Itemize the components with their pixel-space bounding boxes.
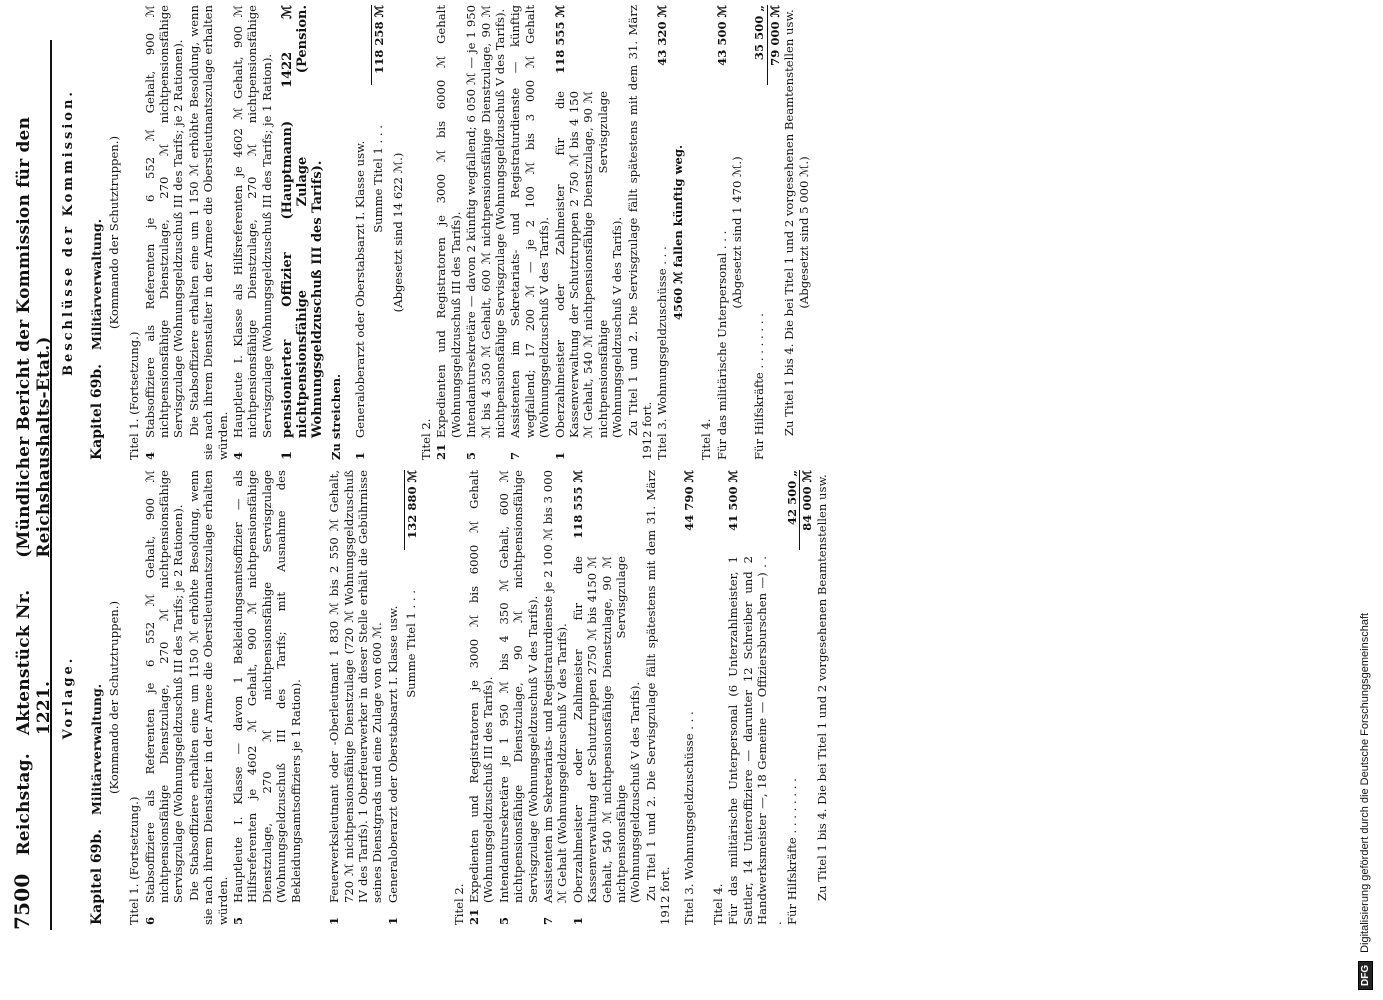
document-title: (Mündlicher Bericht der Kommission für den Reichshaushalts-Etat.) <box>14 116 54 558</box>
titel-3-note: 4560 ℳ fallen künftig weg. <box>670 144 685 321</box>
entry-count: 5 <box>231 916 246 925</box>
dfg-logo: DFG <box>1358 961 1373 990</box>
chapter-line <box>90 5 104 460</box>
strike-note: Zu streichen. <box>329 373 344 460</box>
paragraph: Zu Titel 1 und 2. Die Servisgzulage fällt spätestens mit dem 31. März 1912 fort. <box>625 5 654 460</box>
entry-amount: 43 500 ℳ <box>714 5 729 66</box>
entry-text: Assistenten im Sekretariats- und Registraturdienste — künftig wegfallend; 17 200 ℳ — je 2 100 ℳ bis 3 000 ℳ Gehalt (Wohnungsgeldzuschuß V des Tarifs). <box>508 5 552 438</box>
entry-count: 6 <box>142 916 157 925</box>
entry-count: 1 <box>352 451 367 460</box>
entry-count: 5 <box>464 451 479 460</box>
entry-text: Expedienten und Registratoren je 3000 ℳ bis 6000 ℳ Gehalt (Wohnungsgeldzuschuß III des Tarifs). <box>434 5 463 438</box>
entry-text: Expedienten und Registratoren je 3000 ℳ bis 6000 ℳ Gehalt (Wohnungsgeldzuschuß III des Tarifs). <box>466 470 496 903</box>
titel-heading: Titel 2. <box>451 883 466 925</box>
list-item <box>553 5 625 460</box>
entry-amount: 35 500 „ <box>752 5 767 61</box>
list-item <box>726 470 784 925</box>
entry-amount: 41 500 ℳ <box>726 470 741 531</box>
entry-count: 1 <box>280 450 296 460</box>
column-heading: Beschlüsse der Kommission. <box>61 89 76 376</box>
entry-count: 1 <box>570 916 585 925</box>
column-beschluesse <box>60 5 1290 460</box>
entry-count: 7 <box>540 916 555 925</box>
column-vorlage <box>60 470 1290 925</box>
department-name: Militärverwaltung. <box>89 683 105 815</box>
entry-count: 5 <box>496 916 511 925</box>
entry-text: Hauptleute I. Klasse — davon 1 Bekleidungsamtsoffizier — als Hilfsreferenten je 4602 ℳ Gehalt, 900 ℳ nichtpensionsfähige Dienstzulage, 270 ℳ nichtpensionsfähige Servisgzulage (Wohnungsgeldzuschuß III des Tarifs; mit Ausnahme des Bekleidungsamtsoffiziers je 1 Ration). <box>231 470 303 903</box>
digitization-footer <box>1355 10 1375 990</box>
entry-text: Titel 3. Wohnungsgeldzuschüsse . . . <box>681 711 696 925</box>
entry-text: Generaloberarzt oder Oberstabsarzt I. Klasse usw. <box>352 140 367 438</box>
subheading: (Kommando der Schutztruppen.) <box>106 601 121 795</box>
entry-text: Für Hilfskräfte . . . . . . . . <box>752 313 767 460</box>
titel-heading: Titel 1. (Fortsetzung.) <box>127 796 142 925</box>
entry-amount: 43 320 ℳ <box>655 5 670 66</box>
paragraph: Zu Titel 1 bis 4. Die bei Titel 1 und 2 vorgesehenen Beamtenstellen usw. <box>814 474 829 901</box>
document-number: Aktenstück Nr. 1221. <box>14 589 54 736</box>
entry-text: Oberzahlmeister oder Zahlmeister für die Kassenverwaltung der Schutztruppen 2750 ℳ bis 4150 ℳ Gehalt, 540 ℳ nichtpensionsfähige Dienstzulage, 90 ℳ nichtpensionsfähige Servisgzulage (Wohnungsgeldzuschuß V des Tarifs). <box>570 556 643 903</box>
entry-text: Für das militärische Unterpersonal . . . <box>714 230 729 460</box>
entry-amount: 118 555 ℳ <box>570 470 585 539</box>
column-heading: Vorlage. <box>61 655 76 740</box>
chapter-number: Kapitel 69b. <box>89 363 106 460</box>
entry-text: Stabsoffiziere als Referenten je 6 552 ℳ Gehalt, 900 ℳ nichtpensionsfähige Dienstzulage, 270 ℳ nichtpensionsfähige Servisgzulage (Wohnungsgeldzuschuß III des Tarifs; je 2 Rationen). <box>142 5 186 438</box>
sum-line <box>371 5 386 460</box>
list-item <box>386 470 400 925</box>
entry-text: Intendantursekretäre — davon 2 künftig wegfallend; 6 050 ℳ — je 1 950 ℳ bis 4 350 ℳ Gehalt, 600 ℳ nichtpensionsfähige Dienstzulage, 90 ℳ nichtpensionsfähige Servisgzulage (Wohnungsgeldzuschuß V des Tarifs). <box>464 5 507 438</box>
footer-text: Digitalisierung gefördert durch die Deutsche Forschungsgemeinschaft <box>1359 612 1371 953</box>
titel-3-line <box>682 470 696 925</box>
entry-text: Stabsoffiziere als Referenten je 6 552 ℳ Gehalt, 900 ℳ nichtpensionsfähige Dienstzulage, 270 ℳ nichtpensionsfähige Servisgzulage (Wohnungsgeldzuschuß III des Tarifs; je 2 Rationen). <box>142 470 186 903</box>
entry-text: Hauptleute I. Klasse als Hilfsreferenten je 4602 ℳ Gehalt, 900 ℳ nichtpensionsfähige Dienstzulage, 270 ℳ nichtpensionsfähige Servisgzulage (Wohnungsgeldzuschuß III des Tarifs; je 1 Ration). <box>231 5 274 438</box>
chapter-number: Kapitel 69b. <box>89 828 106 925</box>
chapter-line <box>90 470 104 925</box>
deduction-note: (Abgesetzt sind 14 622 ℳ.) <box>390 152 405 313</box>
list-item <box>464 5 507 460</box>
list-item <box>434 5 463 460</box>
running-head <box>10 40 52 930</box>
sum-value: 132 880 ℳ <box>404 470 419 550</box>
list-item <box>752 5 766 460</box>
entry-amount: 42 500 „ <box>785 470 800 526</box>
list-item <box>327 470 385 925</box>
deduction-note: (Abgesetzt sind 5 000 ℳ.) <box>796 156 811 309</box>
sum-label: Summe Titel 1 . . . <box>371 125 386 233</box>
list-item <box>541 470 570 925</box>
titel-heading: Titel 4. <box>699 418 714 460</box>
list-item <box>497 470 540 925</box>
entry-text: Für Hilfskräfte . . . . . . . . <box>785 778 800 925</box>
entry-text: Assistenten im Sekretariats- und Registraturdienste je 2 100 ℳ bis 3 000 ℳ Gehalt (Wohnungsgeldzuschuß V des Tarifs). <box>540 470 570 903</box>
sum-label: Summe Titel 1 . . . <box>404 590 419 698</box>
list-item <box>785 470 799 925</box>
list-item <box>231 470 303 925</box>
paragraph: Zu Titel 1 bis 4. Die bei Titel 1 und 2 vorgesehenen Beamtenstellen usw. <box>782 9 797 436</box>
entry-text: Titel 3. Wohnungsgeldzuschüsse . . . <box>655 246 670 460</box>
entry-text: Für das militärische Unterpersonal (6 Unterzahlmeister, 1 Sattler, 14 Unteroffiziere — darunter 12 Schreiber und 2 Handwerksmeister —, 18 Gemeine — Offiziersburschen —) . . . <box>726 556 784 925</box>
list-item <box>715 5 729 460</box>
publication-name: Reichstag. <box>14 753 34 856</box>
paragraph: Zu Titel 1 und 2. Die Servisgzulage fällt spätestens mit dem 31. März 1912 fort. <box>643 470 673 925</box>
titel-heading: Titel 4. <box>711 883 726 925</box>
entry-text: Generaloberarzt oder Oberstabsarzt I. Klasse usw. <box>385 605 400 903</box>
entry-text: Intendantursekretäre je 1 950 ℳ bis 4 350 ℳ Gehalt, 600 ℳ nichtpensionsfähige Dienstzulage, 90 ℳ nichtpensionsfähige Servisgzulage (Wohnungsgeldzuschuß V des Tarifs). <box>496 470 540 903</box>
entry-count: 1 <box>385 916 400 925</box>
list-item <box>353 5 367 460</box>
entry-count: 1 <box>327 916 342 925</box>
paragraph: Die Stabsoffiziere erhalten eine um 1150 ℳ erhöhte Besoldung, wenn sie nach ihrem Dienstalter in der Armee die Oberstleutnantszulage erhalten würden. <box>186 470 230 925</box>
list-item <box>143 5 186 460</box>
list-item <box>571 470 643 925</box>
titel-heading: Titel 2. <box>418 418 433 460</box>
entry-text: Oberzahlmeister oder Zahlmeister für die Kassenverwaltung der Schutztruppen 2 750 ℳ bis 4 150 ℳ Gehalt, 540 ℳ nichtpensionsfähige Dienstzulage, 90 ℳ nichtpensionsfähige Servisgzulage (Wohnungsgeldzuschuß V des Tarifs). <box>552 91 625 438</box>
total-value: 84 000 ℳ <box>799 470 814 550</box>
entry-amount: 118 555 ℳ <box>552 5 567 74</box>
deduction-note: (Abgesetzt sind 1 470 ℳ.) <box>730 156 745 309</box>
list-item <box>467 470 496 925</box>
sum-value: 118 258 ℳ <box>371 5 386 85</box>
list-item <box>143 470 186 925</box>
list-item <box>280 5 325 460</box>
entry-count: 21 <box>434 443 449 460</box>
titel-heading: Titel 1. (Fortsetzung.) <box>127 331 142 460</box>
page-number: 7500 <box>10 873 34 930</box>
paragraph: Die Stabsoffiziere erhalten eine um 1 150 ℳ erhöhte Besoldung, wenn sie nach ihrem Dienstalter in der Armee die Oberstleutnantszulage erhalten würden. <box>186 5 230 460</box>
sum-line <box>404 470 419 925</box>
entry-text: Feuerwerksleutnant oder -Oberleutnant 1 830 ℳ bis 2 550 ℳ Gehalt, 720 ℳ nichtpensionsfähige Dienstzulage (720 ℳ Wohnungsgeldzuschuß IV des Tarifs). 1 Oberfeuerwerker in dieser Stelle erhält die Gebührnisse seines Dienstgrads und eine Zulage von 600 ℳ. <box>327 470 385 903</box>
entry-count: 7 <box>508 451 523 460</box>
entry-count: 4 <box>231 451 246 460</box>
total-value: 79 000 ℳ <box>767 5 782 85</box>
entry-text: pensionierter Offizier (Hauptmann) 1422 ℳ nichtpensionsfähige Zulage (Pension. Wohnungsgeldzuschuß III des Tarifs). <box>280 5 326 438</box>
department-name: Militärverwaltung. <box>89 218 105 350</box>
entry-amount: 44 790 ℳ <box>681 470 696 531</box>
list-item <box>508 5 551 460</box>
entry-count: 1 <box>552 451 567 460</box>
entry-count: 21 <box>466 908 481 925</box>
entry-count: 4 <box>142 451 157 460</box>
list-item <box>231 5 274 460</box>
subheading: (Kommando der Schutztruppen.) <box>106 136 121 330</box>
titel-3-line <box>655 5 669 460</box>
